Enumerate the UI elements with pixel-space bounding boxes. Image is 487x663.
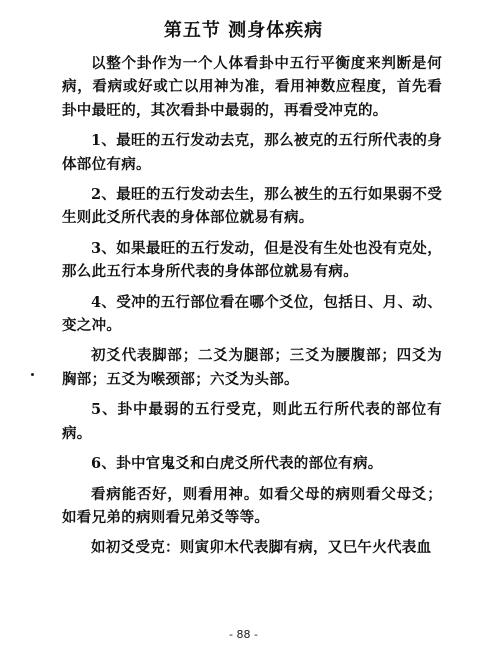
paragraph-rule-3: 3、如果最旺的五行发动，但是没有生处也没有克处，那么此五行本身所代表的身体部位就易有病。 — [62, 239, 442, 281]
body-text — [62, 52, 442, 560]
paragraph-rule-6: 6、卦中官鬼爻和白虎爻所代表的部位有病。 — [91, 455, 383, 473]
section-title: 第五节 测身体疾病 — [163, 20, 324, 41]
paragraph-intro: 以整个卦作为一个人体看卦中五行平衡度来判断是何病，看病或好或亡以用神为准，看用神数应程度，首先看卦中最旺的，其次看卦中最弱的，再看受冲克的。 — [62, 55, 442, 119]
paragraph-example: 如初爻受克：则寅卯木代表脚有病，又巳午火代表血 — [91, 539, 432, 557]
paragraph-recovery: 看病能否好，则看用神。如看父母的病则看父母爻；如看兄弟的病则看兄弟爻等等。 — [62, 485, 442, 526]
page-number: - 88 - — [229, 628, 258, 641]
margin-dot — [31, 373, 34, 376]
paragraph-rule-1: 1、最旺的五行发动去克，那么被克的五行所代表的身体部位有病。 — [62, 132, 442, 173]
paragraph-rule-2: 2、最旺的五行发动去生，那么被生的五行如果弱不受生则此爻所代表的身体部位就易有病。 — [62, 186, 442, 227]
paragraph-rule-4: 4、受冲的五行部位看在哪个爻位，包括日、月、动、变之冲。 — [62, 293, 442, 335]
paragraph-yao-parts: 初爻代表脚部；二爻为腿部；三爻为腰腹部；四爻为胸部；五爻为喉颈部；六爻为头部。 — [62, 347, 442, 388]
paragraph-rule-5: 5、卦中最弱的五行受克，则此五行所代表的部位有病。 — [62, 401, 442, 442]
